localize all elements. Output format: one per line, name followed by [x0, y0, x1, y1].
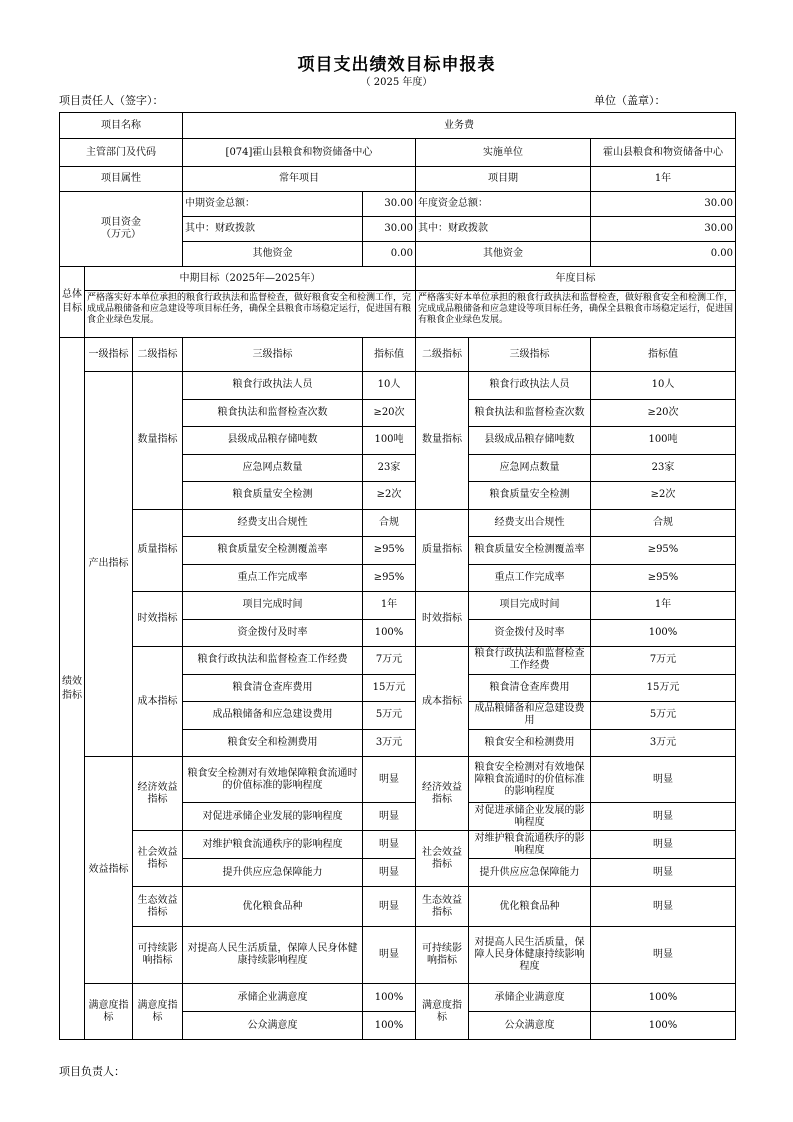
indicator-value-right: 5万元	[591, 702, 736, 730]
mid-other-value: 0.00	[363, 242, 416, 267]
indicator-name: 粮食行政执法和监督检查工作经费	[183, 647, 363, 675]
indicator-value-right: 合规	[591, 509, 736, 537]
mid-other-label: 其他资金	[183, 242, 363, 267]
econ-indicator-label: 经济效益指标	[133, 757, 183, 831]
indicator-name: 资金拨付及时率	[183, 619, 363, 647]
indicator-value: ≥95%	[363, 564, 416, 592]
indicator-value-right: ≥20次	[591, 399, 736, 427]
sustain-indicator-label-right: 可持续影响指标	[416, 927, 469, 984]
footer-label: 项目负责人：	[59, 1065, 125, 1078]
indicator-name-right: 对促进承储企业发展的影响程度	[469, 803, 591, 831]
output-indicator-label: 产出指标	[85, 372, 133, 757]
indicator-value: 100%	[363, 1012, 416, 1040]
satisfaction-sub-label: 满意度指标	[133, 984, 183, 1040]
indicator-value-right: 明显	[591, 887, 736, 927]
indicator-value: 明显	[363, 859, 416, 887]
indicator-value: ≥95%	[363, 537, 416, 565]
indicator-value: 明显	[363, 803, 416, 831]
attr-value: 常年项目	[183, 167, 416, 192]
indicator-name-right: 应急网点数量	[469, 454, 591, 482]
indicator-value-right: 100%	[591, 619, 736, 647]
indicator-value-right: 明显	[591, 831, 736, 859]
indicator-name: 公众满意度	[183, 1012, 363, 1040]
indicator-name: 县级成品粮存储吨数	[183, 427, 363, 455]
indicator-value-right: 23家	[591, 454, 736, 482]
indicator-value: 1年	[363, 592, 416, 620]
indicator-name: 提升供应应急保障能力	[183, 859, 363, 887]
indicator-name-right: 提升供应应急保障能力	[469, 859, 591, 887]
indicator-value-right: 10人	[591, 372, 736, 400]
year-goal-text: 严格落实好本单位承担的粮食行政执法和监督检查，做好粮食安全和检测工作，完成成品粮储备和应急建设等项目标任务，确保全县粮食市场稳定运行，促进国有粮食企业绿色发展。	[416, 291, 736, 338]
impl-unit-label: 实施单位	[416, 139, 591, 167]
indicator-name: 粮食安全和检测费用	[183, 729, 363, 757]
indicator-name-right: 优化粮食品种	[469, 887, 591, 927]
indicator-value: 100%	[363, 619, 416, 647]
indicator-value: 7万元	[363, 647, 416, 675]
indicator-value: 明显	[363, 757, 416, 803]
social-indicator-label: 社会效益指标	[133, 831, 183, 887]
indicator-value: 15万元	[363, 674, 416, 702]
indicator-name: 对促进承储企业发展的影响程度	[183, 803, 363, 831]
indicator-name: 粮食清仓查库费用	[183, 674, 363, 702]
indicator-value-right: 1年	[591, 592, 736, 620]
time-indicator-label: 时效指标	[133, 592, 183, 647]
indicator-name: 对提高人民生活质量，保障人民身体健康持续影响程度	[183, 927, 363, 984]
indicator-value: 5万元	[363, 702, 416, 730]
year-fiscal-label: 其中：财政拨款	[416, 217, 591, 242]
indicator-name: 粮食质量安全检测	[183, 482, 363, 510]
indicator-name-right: 经费支出合规性	[469, 509, 591, 537]
indicator-value: 明显	[363, 927, 416, 984]
mid-fiscal-label: 其中：财政拨款	[183, 217, 363, 242]
page-title: 项目支出绩效目标申报表	[297, 55, 496, 75]
project-name-value: 业务费	[183, 113, 736, 139]
year-other-label: 其他资金	[416, 242, 591, 267]
indicator-name-right: 资金拨付及时率	[469, 619, 591, 647]
fund-label-line2: （万元）	[101, 229, 141, 240]
indicator-name-right: 粮食安全和检测费用	[469, 729, 591, 757]
indicator-value: 明显	[363, 887, 416, 927]
year-goal-header: 年度目标	[416, 267, 736, 291]
indicator-value-right: 100%	[591, 984, 736, 1012]
indicator-value-right: 100%	[591, 1012, 736, 1040]
header-value: 指标值	[363, 338, 416, 372]
year-total-value: 30.00	[591, 192, 736, 217]
indicator-name-right: 粮食清仓查库费用	[469, 674, 591, 702]
mid-goal-text: 严格落实好本单位承担的粮食行政执法和监督检查，做好粮食安全和检测工作，完成成品粮储备和应急建设等项目标任务，确保全县粮食市场稳定运行，促进国有粮食企业绿色发展。	[85, 291, 416, 338]
indicator-value-right: 明显	[591, 803, 736, 831]
indicator-value: 100吨	[363, 427, 416, 455]
fund-label-line1: 项目资金	[101, 217, 141, 228]
header-level2-right: 二级指标	[416, 338, 469, 372]
overall-goal-label: 总体目标	[60, 267, 85, 338]
benefit-indicator-label: 效益指标	[85, 757, 133, 984]
mid-goal-header: 中期目标（2025年—2025年）	[85, 267, 416, 291]
satisfaction-sub-label-right: 满意度指标	[416, 984, 469, 1040]
indicator-name-right: 承储企业满意度	[469, 984, 591, 1012]
indicator-name-right: 县级成品粮存储吨数	[469, 427, 591, 455]
indicator-value-right: ≥2次	[591, 482, 736, 510]
sustain-indicator-label: 可持续影响指标	[133, 927, 183, 984]
indicator-name-right: 粮食行政执法和监督检查工作经费	[469, 647, 591, 675]
indicator-name: 粮食执法和监督检查次数	[183, 399, 363, 427]
indicator-value: 100%	[363, 984, 416, 1012]
indicator-name-right: 粮食行政执法人员	[469, 372, 591, 400]
responsible-label: 项目责任人（签字）：	[59, 94, 164, 107]
indicator-name-right: 粮食质量安全检测覆盖率	[469, 537, 591, 565]
cost-indicator-label: 成本指标	[133, 647, 183, 757]
dept-label: 主管部门及代码	[60, 139, 183, 167]
indicator-value-right: 15万元	[591, 674, 736, 702]
dept-value: [074]霍山县粮食和物资储备中心	[183, 139, 416, 167]
indicator-value-right: 3万元	[591, 729, 736, 757]
indicator-name-right: 公众满意度	[469, 1012, 591, 1040]
header-level2: 二级指标	[133, 338, 183, 372]
indicator-name: 应急网点数量	[183, 454, 363, 482]
indicator-value-right: 明显	[591, 757, 736, 803]
mid-fiscal-value: 30.00	[363, 217, 416, 242]
year-total-label: 年度资金总额：	[416, 192, 591, 217]
indicator-name: 重点工作完成率	[183, 564, 363, 592]
quantity-indicator-label-right: 数量指标	[416, 372, 469, 510]
header-level3-right: 三级指标	[469, 338, 591, 372]
perf-indicator-label: 绩效指标	[60, 338, 85, 1040]
indicator-name: 项目完成时间	[183, 592, 363, 620]
indicator-value-right: 明显	[591, 859, 736, 887]
header-value-right: 指标值	[591, 338, 736, 372]
indicator-value: 10人	[363, 372, 416, 400]
indicator-name: 成品粮储备和应急建设费用	[183, 702, 363, 730]
indicator-value-right: ≥95%	[591, 537, 736, 565]
indicator-name: 粮食安全检测对有效地保障粮食流通时的价值标准的影响程度	[183, 757, 363, 803]
fund-label	[60, 192, 183, 267]
indicator-value: 合规	[363, 509, 416, 537]
indicator-name-right: 粮食执法和监督检查次数	[469, 399, 591, 427]
indicator-value: 明显	[363, 831, 416, 859]
indicator-name: 粮食行政执法人员	[183, 372, 363, 400]
indicator-name: 经费支出合规性	[183, 509, 363, 537]
project-name-label: 项目名称	[60, 113, 183, 139]
indicator-value-right: ≥95%	[591, 564, 736, 592]
indicator-name: 对维护粮食流通秩序的影响程度	[183, 831, 363, 859]
header-level3: 三级指标	[183, 338, 363, 372]
indicator-name-right: 粮食安全检测对有效地保障粮食流通时的价值标准的影响程度	[469, 757, 591, 803]
indicator-value-right: 100吨	[591, 427, 736, 455]
indicator-name-right: 项目完成时间	[469, 592, 591, 620]
performance-table	[59, 112, 736, 1040]
eco-indicator-label: 生态效益指标	[133, 887, 183, 927]
mid-total-value: 30.00	[363, 192, 416, 217]
econ-indicator-label-right: 经济效益指标	[416, 757, 469, 831]
indicator-value: 3万元	[363, 729, 416, 757]
indicator-name-right: 对提高人民生活质量，保障人民身体健康持续影响程度	[469, 927, 591, 984]
header-level1: 一级指标	[85, 338, 133, 372]
social-indicator-label-right: 社会效益指标	[416, 831, 469, 887]
indicator-name: 承储企业满意度	[183, 984, 363, 1012]
period-label: 项目期	[416, 167, 591, 192]
indicator-name: 粮食质量安全检测覆盖率	[183, 537, 363, 565]
indicator-value-right: 7万元	[591, 647, 736, 675]
year-fiscal-value: 30.00	[591, 217, 736, 242]
indicator-value: ≥20次	[363, 399, 416, 427]
attr-label: 项目属性	[60, 167, 183, 192]
eco-indicator-label-right: 生态效益指标	[416, 887, 469, 927]
indicator-name-right: 对维护粮食流通秩序的影响程度	[469, 831, 591, 859]
time-indicator-label-right: 时效指标	[416, 592, 469, 647]
indicator-name: 优化粮食品种	[183, 887, 363, 927]
indicator-value: 23家	[363, 454, 416, 482]
quantity-indicator-label: 数量指标	[133, 372, 183, 510]
indicator-name-right: 粮食质量安全检测	[469, 482, 591, 510]
mid-total-label: 中期资金总额：	[183, 192, 363, 217]
indicator-value-right: 明显	[591, 927, 736, 984]
impl-unit-value: 霍山县粮食和物资储备中心	[591, 139, 736, 167]
quality-indicator-label-right: 质量指标	[416, 509, 469, 592]
indicator-name-right: 重点工作完成率	[469, 564, 591, 592]
year-other-value: 0.00	[591, 242, 736, 267]
year-line: （ 2025 年度）	[360, 77, 433, 88]
quality-indicator-label: 质量指标	[133, 509, 183, 592]
indicator-value: ≥2次	[363, 482, 416, 510]
indicator-name-right: 成品粮储备和应急建设费用	[469, 702, 591, 730]
period-value: 1年	[591, 167, 736, 192]
cost-indicator-label-right: 成本指标	[416, 647, 469, 757]
satisfaction-indicator-label: 满意度指标	[85, 984, 133, 1040]
unit-label: 单位（盖章）：	[594, 94, 666, 107]
